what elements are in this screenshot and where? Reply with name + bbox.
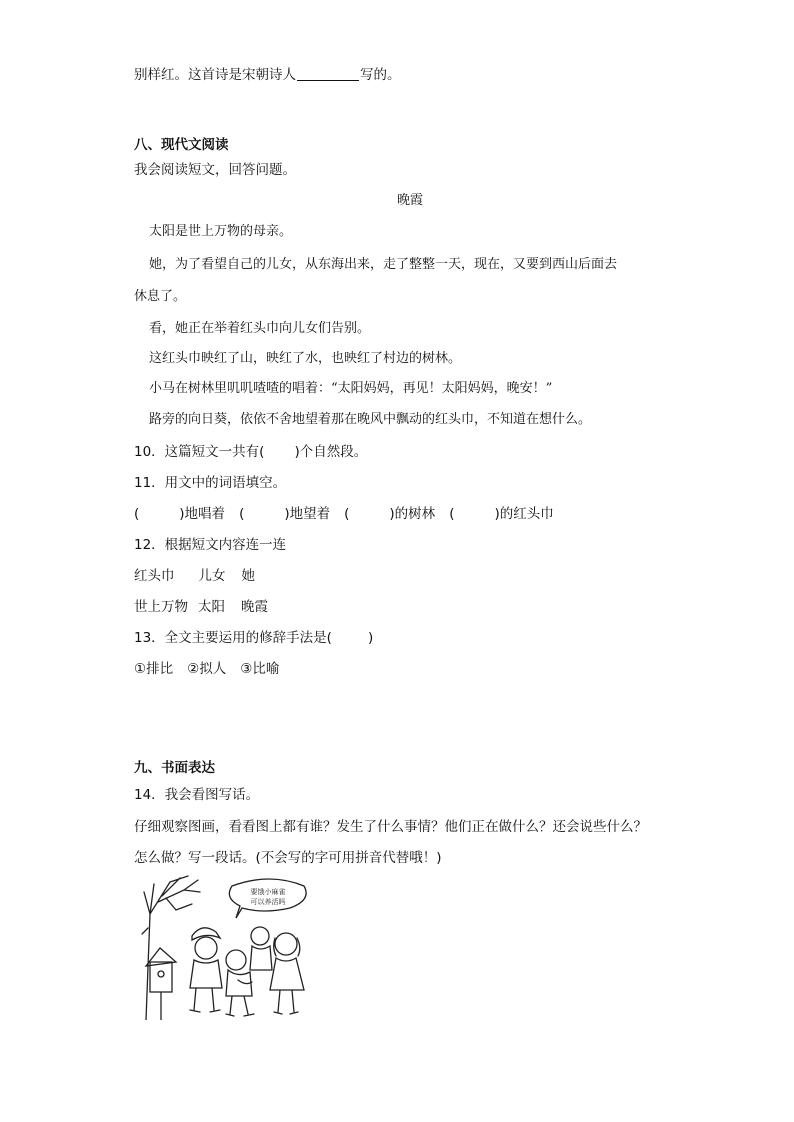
passage-paragraph-2-cont: 休息了。 (134, 289, 187, 304)
q12-word[interactable]: 晚霞 (241, 599, 268, 615)
speech-bubble-text: 要饿小麻雀 (250, 888, 286, 896)
question-13 (134, 629, 373, 647)
q12-word[interactable]: 儿女 (198, 568, 226, 584)
q14-prompt-line-1: 仔细观察图画，看看图上都有谁？发生了什么事情？他们正在做什么？还会说些什么？ (134, 819, 647, 835)
passage-paragraph-4: 这红头巾映红了山，映红了水，也映红了村边的树林。 (149, 351, 462, 366)
q13-options (134, 660, 279, 678)
q11-item-3: )的树林 (389, 506, 436, 522)
passage-paragraph-5: 小马在树林里叽叽喳喳的唱着：“太阳妈妈，再见！太阳妈妈，晚安！” (149, 381, 553, 396)
poem-tail-before: 别样红。这首诗是宋朝诗人 (134, 67, 296, 83)
passage-paragraph-1: 太阳是世上万物的母亲。 (149, 224, 293, 239)
q11-item-2: )地望着 (284, 506, 331, 522)
q12-word[interactable]: 她 (241, 568, 255, 584)
q11-paren-open: ( (449, 506, 455, 522)
q11-item-4: )的红头巾 (494, 506, 554, 522)
poem-tail-after: 写的。 (360, 67, 401, 83)
q12-row-2 (134, 598, 268, 616)
section8-instruction: 我会阅读短文，回答问题。 (134, 162, 296, 178)
q10-before: 10．这篇短文一共有( (134, 444, 265, 460)
q12-word[interactable]: 太阳 (198, 599, 225, 615)
q11-paren-open: ( (344, 506, 350, 522)
section9-heading: 九、书面表达 (134, 760, 215, 776)
question-12-stem: 12．根据短文内容连一连 (134, 537, 287, 553)
poem-tail-line (134, 66, 401, 84)
q10-after: )个自然段。 (294, 444, 368, 460)
q13-option[interactable]: ①排比 (134, 661, 174, 677)
question-10 (134, 443, 367, 461)
passage-paragraph-3: 看，她正在举着红头巾向儿女们告别。 (149, 321, 371, 336)
q11-paren-open: ( (134, 506, 140, 522)
question-11-stem: 11．用文中的词语填空。 (134, 475, 287, 491)
passage-paragraph-6: 路旁的向日葵，依依不舍地望着那在晚风中飘动的红头巾，不知道在想什么。 (149, 412, 592, 427)
q12-word[interactable]: 世上万物 (134, 599, 188, 615)
q11-item-1: )地唱着 (179, 506, 226, 522)
section8-heading: 八、现代文阅读 (134, 137, 229, 153)
q14-prompt-line-2: 怎么做？写一段话。(不会写的字可用拼音代替哦！) (134, 850, 442, 866)
children-birdhouse-illustration (140, 874, 312, 1020)
passage-paragraph-2: 她，为了看望自己的儿女，从东海出来，走了整整一天，现在，又要到西山后面去 (149, 257, 618, 272)
question-11-items (134, 505, 554, 523)
q11-paren-open: ( (239, 506, 245, 522)
q12-row-1 (134, 567, 255, 585)
speech-bubble-text: 可以养活吗 (250, 898, 286, 906)
poet-answer-blank[interactable] (297, 67, 359, 81)
question-14: 14．我会看图写话。 (134, 787, 260, 803)
q13-before: 13．全文主要运用的修辞手法是( (134, 630, 332, 646)
q13-option[interactable]: ③比喻 (240, 661, 280, 677)
q13-after: ) (367, 630, 374, 646)
passage-title: 晚霞 (397, 193, 424, 208)
q12-word[interactable]: 红头巾 (134, 568, 175, 584)
q13-option[interactable]: ②拟人 (187, 661, 227, 677)
